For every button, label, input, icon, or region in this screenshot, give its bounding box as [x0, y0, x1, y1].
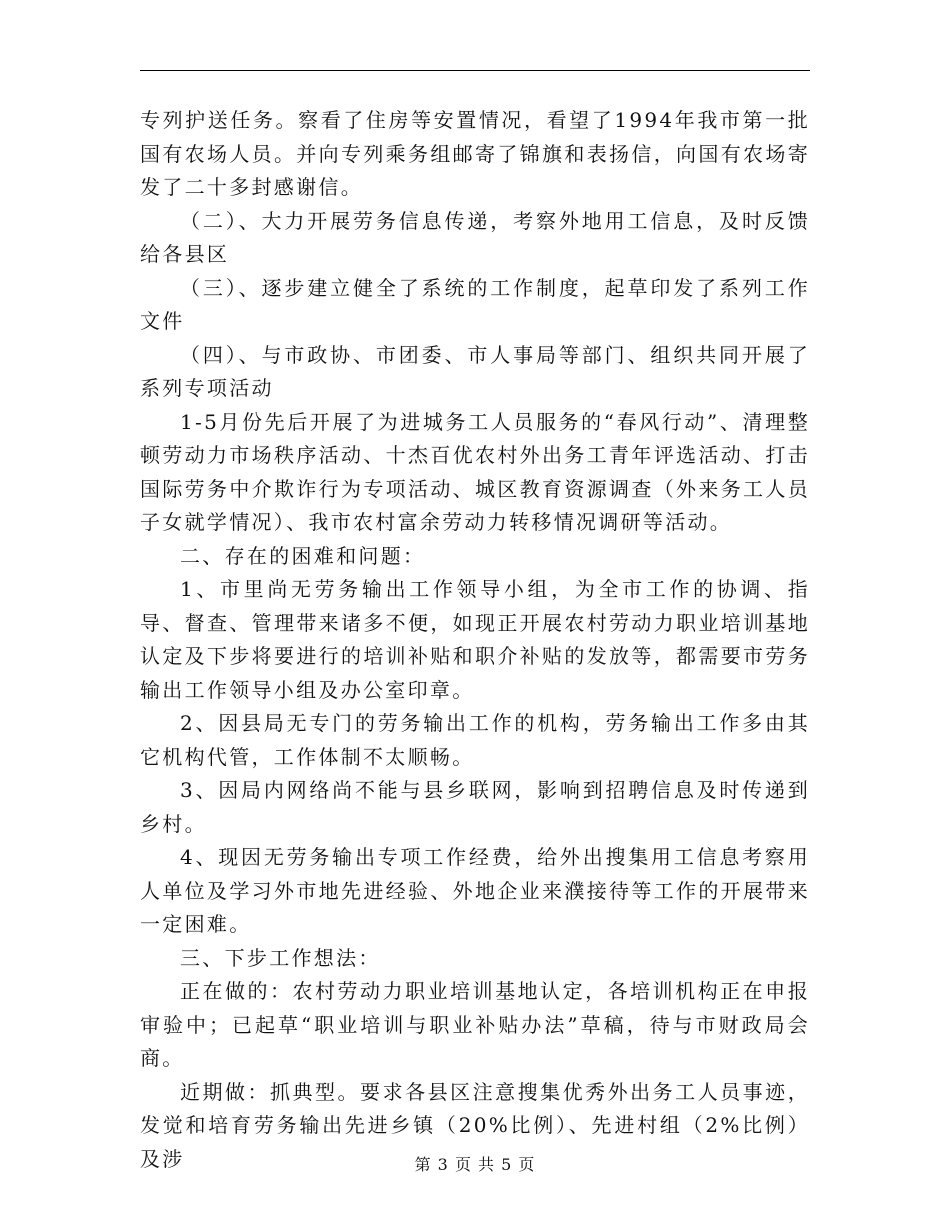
- paragraph: 三、下步工作想法：: [180, 945, 381, 970]
- page-footer: 第 3 页 共 5 页: [414, 1155, 536, 1174]
- paragraph: （四）、与市政协、市团委、市人事局等部门、组织共同开展了系列专项活动: [140, 342, 810, 400]
- paragraph: 1、市里尚无劳务输出工作领导小组，为全市工作的协调、指导、督查、管理带来诸多不便，如现正开展农村劳动力职业培训基地认定及下步将要进行的培训补贴和职介补贴的发放等，都需要市劳务输出工作领导小组及办公室印章。: [140, 577, 810, 702]
- paragraph: （三）、逐步建立健全了系统的工作制度，起草印发了系列工作文件: [140, 275, 810, 333]
- header-rule: [140, 70, 810, 71]
- paragraph: 3、因局内网络尚不能与县乡联网，影响到招聘信息及时传递到乡村。: [140, 778, 810, 836]
- paragraph: 4、现因无劳务输出专项工作经费，给外出搜集用工信息考察用人单位及学习外市地先进经验、外地企业来濮接待等工作的开展带来一定困难。: [140, 845, 810, 936]
- paragraph: （二）、大力开展劳务信息传递，考察外地用工信息，及时反馈给各县区: [140, 208, 810, 266]
- paragraph: 正在做的：农村劳动力职业培训基地认定，各培训机构正在申报审验中；已起草“职业培训与职业补贴办法”草稿，待与市财政局会商。: [140, 979, 810, 1070]
- paragraph: 专列护送任务。察看了住房等安置情况，看望了1994年我市第一批国有农场人员。并向专列乘务组邮寄了锦旗和表扬信，向国有农场寄发了二十多封感谢信。: [140, 108, 810, 199]
- paragraph: 二、存在的困难和问题：: [180, 543, 426, 568]
- document-body: [140, 104, 810, 1176]
- paragraph: 2、因县局无专门的劳务输出工作的机构，劳务输出工作多由其它机构代管，工作体制不太顺畅。: [140, 711, 810, 769]
- paragraph: 近期做：抓典型。要求各县区注意搜集优秀外出务工人员事迹，发觉和培育劳务输出先进乡镇（20%比例）、先进村组（2%比例）及涉: [140, 1079, 810, 1171]
- paragraph: 1-5月份先后开展了为进城务工人员服务的“春风行动”、清理整顿劳动力市场秩序活动、十杰百优农村外出务工青年评选活动、打击国际劳务中介欺诈行为专项活动、城区教育资源调查（外来务工人员子女就学情况）、我市农村富余劳动力转移情况调研等活动。: [140, 409, 810, 534]
